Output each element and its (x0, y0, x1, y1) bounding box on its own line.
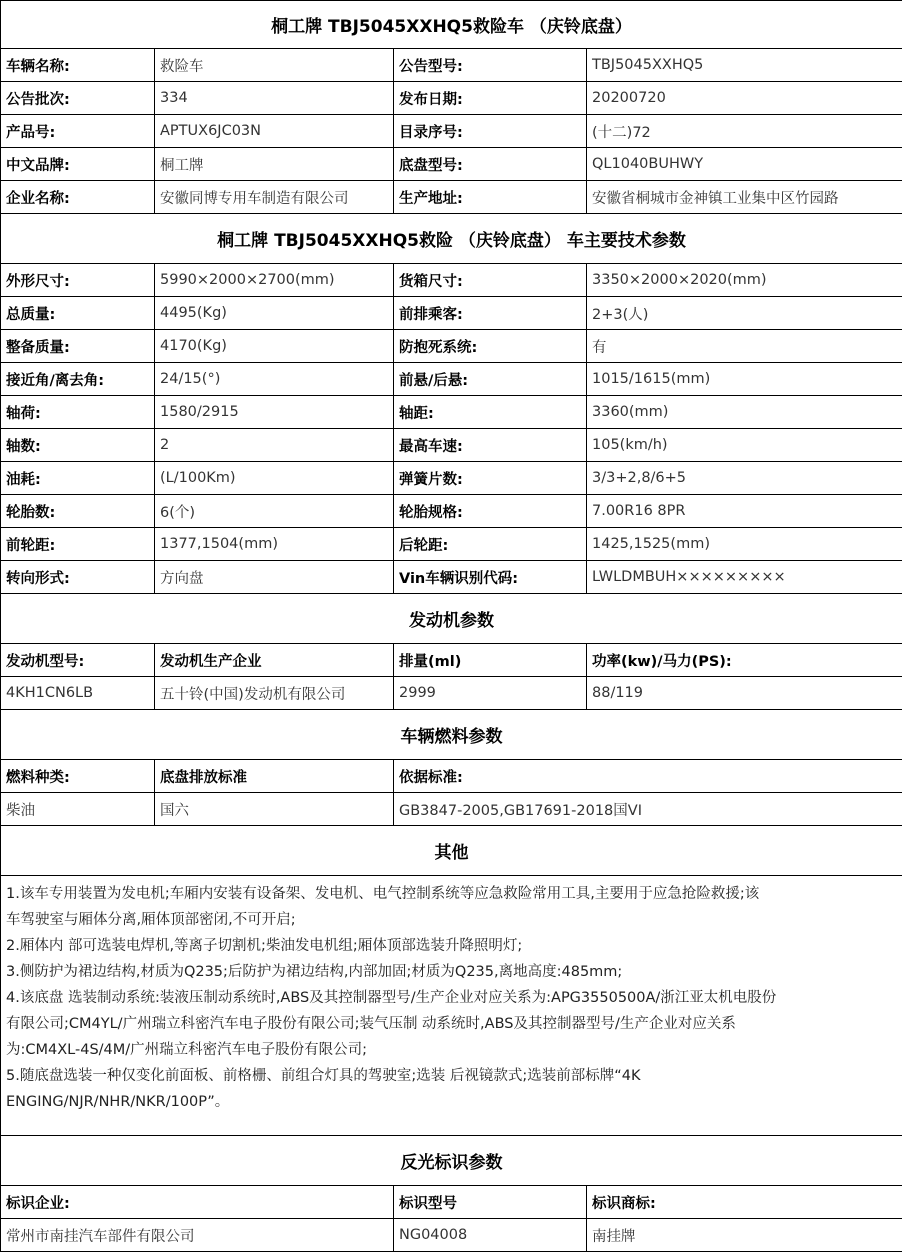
basic-row (1, 148, 902, 181)
field-label: 轴数: (1, 429, 155, 462)
basic-row (1, 181, 902, 214)
field-value: LWLDMBUH××××××××× (587, 561, 902, 594)
field-value: 常州市南挂汽车部件有限公司 (1, 1219, 394, 1252)
field-value: APTUX6JC03N (155, 115, 394, 148)
field-label: 公告型号: (394, 49, 587, 82)
column-header: 标识商标: (587, 1186, 902, 1219)
field-value: 方向盘 (155, 561, 394, 594)
reflect-section-title: 反光标识参数 (1, 1136, 902, 1186)
field-label: 底盘型号: (394, 148, 587, 181)
note-line: 有限公司;CM4YL/广州瑞立科密汽车电子股份有限公司;装气压制 动系统时,ABS及其控制器型号/生产企业对应关系 (6, 1016, 736, 1032)
tech-row (1, 363, 902, 396)
reflect-header-row (1, 1186, 902, 1219)
field-label: 生产地址: (394, 181, 587, 214)
field-value: 24/15(°) (155, 363, 394, 396)
field-value: 2+3(人) (587, 297, 902, 330)
field-value: 6(个) (155, 495, 394, 528)
field-label: 总质量: (1, 297, 155, 330)
note-line: 3.侧防护为裙边结构,材质为Q235;后防护为裙边结构,内部加固;材质为Q235,离地高度:485mm; (6, 964, 623, 980)
field-value: 4170(Kg) (155, 330, 394, 363)
column-header: 功率(kw)/马力(PS): (587, 644, 902, 677)
field-label: 中文品牌: (1, 148, 155, 181)
field-value: 1425,1525(mm) (587, 528, 902, 561)
tech-row (1, 429, 902, 462)
field-value: 1015/1615(mm) (587, 363, 902, 396)
field-value: 334 (155, 82, 394, 115)
note-line: 2.厢体内 部可选装电焊机,等离子切割机;柴油发电机组;厢体顶部选装升降照明灯; (6, 938, 523, 954)
field-label: 防抱死系统: (394, 330, 587, 363)
engine-section-title: 发动机参数 (1, 594, 902, 644)
field-label: 目录序号: (394, 115, 587, 148)
field-value: 有 (587, 330, 902, 363)
column-header: 底盘排放标准 (155, 760, 394, 793)
reflect-value-row (1, 1219, 902, 1252)
tech-row (1, 528, 902, 561)
field-label: 接近角/离去角: (1, 363, 155, 396)
field-label: 轮胎规格: (394, 495, 587, 528)
field-label: 轴距: (394, 396, 587, 429)
column-header: 燃料种类: (1, 760, 155, 793)
field-value: 安徽同博专用车制造有限公司 (155, 181, 394, 214)
field-label: 最高车速: (394, 429, 587, 462)
column-header: 排量(ml) (394, 644, 587, 677)
field-value: GB3847-2005,GB17691-2018国VI (394, 793, 902, 826)
tech-row (1, 462, 902, 495)
fuel-value-row (1, 793, 902, 826)
column-header: 发动机型号: (1, 644, 155, 677)
note-line: 车驾驶室与厢体分离,厢体顶部密闭,不可开启; (6, 912, 296, 928)
field-value: 88/119 (587, 677, 902, 710)
tech-row (1, 495, 902, 528)
page-title: 桐工牌 TBJ5045XXHQ5救险车 （庆铃底盘） (1, 1, 902, 49)
field-label: 发布日期: (394, 82, 587, 115)
tech-row (1, 297, 902, 330)
field-label: 外形尺寸: (1, 264, 155, 297)
column-header: 依据标准: (394, 760, 902, 793)
field-label: 前悬/后悬: (394, 363, 587, 396)
note-line: 5.随底盘选装一种仅变化前面板、前格栅、前组合灯具的驾驶室;选装 后视镜款式;选装前部标牌“4K (6, 1068, 641, 1084)
field-value: 1377,1504(mm) (155, 528, 394, 561)
field-value: 2 (155, 429, 394, 462)
field-value: TBJ5045XXHQ5 (587, 49, 902, 82)
field-value: 安徽省桐城市金神镇工业集中区竹园路 (587, 181, 902, 214)
field-value: (L/100Km) (155, 462, 394, 495)
field-label: 轮胎数: (1, 495, 155, 528)
field-value: 3350×2000×2020(mm) (587, 264, 902, 297)
field-label: 油耗: (1, 462, 155, 495)
tech-section-title: 桐工牌 TBJ5045XXHQ5救险 （庆铃底盘） 车主要技术参数 (1, 214, 902, 264)
field-value: NG04008 (394, 1219, 587, 1252)
field-value: (十二)72 (587, 115, 902, 148)
field-label: 前排乘客: (394, 297, 587, 330)
field-value: 桐工牌 (155, 148, 394, 181)
field-value: 柴油 (1, 793, 155, 826)
field-label: 车辆名称: (1, 49, 155, 82)
field-value: 3/3+2,8/6+5 (587, 462, 902, 495)
tech-row (1, 561, 902, 594)
field-label: 后轮距: (394, 528, 587, 561)
engine-header-row (1, 644, 902, 677)
fuel-section-title: 车辆燃料参数 (1, 710, 902, 760)
field-value: 3360(mm) (587, 396, 902, 429)
field-value: 国六 (155, 793, 394, 826)
notes-cell (1, 876, 902, 1136)
field-value: QL1040BUHWY (587, 148, 902, 181)
field-label: 弹簧片数: (394, 462, 587, 495)
field-label: 前轮距: (1, 528, 155, 561)
note-line: ENGING/NJR/NHR/NKR/100P”。 (6, 1094, 230, 1110)
field-value: 5990×2000×2700(mm) (155, 264, 394, 297)
field-value: 4KH1CN6LB (1, 677, 155, 710)
basic-row (1, 49, 902, 82)
note-line: 1.该车专用装置为发电机;车厢内安装有设备架、发电机、电气控制系统等应急救险常用工具,主要用于应急抢险救援;该 (6, 886, 760, 902)
basic-row (1, 115, 902, 148)
column-header: 发动机生产企业 (155, 644, 394, 677)
field-value: 救险车 (155, 49, 394, 82)
field-value: 4495(Kg) (155, 297, 394, 330)
other-section-title: 其他 (1, 826, 902, 876)
field-value: 五十铃(中国)发动机有限公司 (155, 677, 394, 710)
field-label: 企业名称: (1, 181, 155, 214)
field-value: 南挂牌 (587, 1219, 902, 1252)
field-label: 公告批次: (1, 82, 155, 115)
field-label: 产品号: (1, 115, 155, 148)
column-header: 标识企业: (1, 1186, 394, 1219)
field-label: 轴荷: (1, 396, 155, 429)
note-line: 为:CM4XL-4S/4M/广州瑞立科密汽车电子股份有限公司; (6, 1042, 368, 1058)
field-label: Vin车辆识别代码: (394, 561, 587, 594)
field-value: 105(km/h) (587, 429, 902, 462)
notes-row (1, 876, 902, 1136)
tech-row (1, 330, 902, 363)
field-value: 20200720 (587, 82, 902, 115)
tech-row (1, 264, 902, 297)
field-label: 整备质量: (1, 330, 155, 363)
field-value: 2999 (394, 677, 587, 710)
note-line: 4.该底盘 选装制动系统:装液压制动系统时,ABS及其控制器型号/生产企业对应关系为:APG3550500A/浙江亚太机电股份 (6, 990, 777, 1006)
field-value: 1580/2915 (155, 396, 394, 429)
field-value: 7.00R16 8PR (587, 495, 902, 528)
fuel-header-row (1, 760, 902, 793)
basic-row (1, 82, 902, 115)
field-label: 转向形式: (1, 561, 155, 594)
field-label: 货箱尺寸: (394, 264, 587, 297)
column-header: 标识型号 (394, 1186, 587, 1219)
engine-value-row (1, 677, 902, 710)
tech-row (1, 396, 902, 429)
